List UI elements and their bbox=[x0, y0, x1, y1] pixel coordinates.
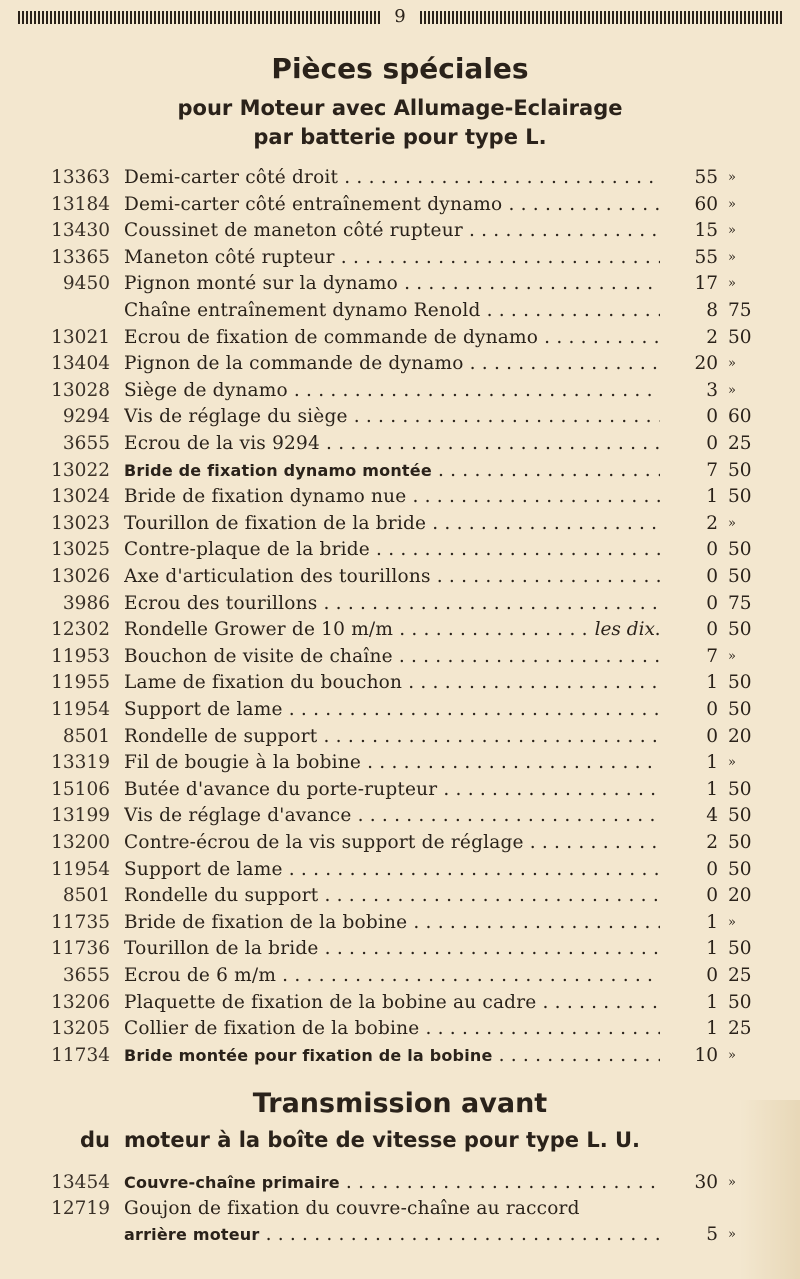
part-reference: 13184 bbox=[51, 193, 110, 215]
part-reference: 13021 bbox=[51, 326, 110, 348]
parts-row bbox=[0, 697, 800, 723]
part-description bbox=[124, 298, 660, 324]
part-reference: 13430 bbox=[51, 220, 110, 242]
parts-row bbox=[0, 298, 800, 324]
part-description-text: Pignon de la commande de dynamo bbox=[124, 353, 464, 375]
price-francs: 5 bbox=[706, 1224, 718, 1245]
price-centimes: » bbox=[728, 1227, 736, 1242]
price-centimes: » bbox=[728, 1175, 736, 1190]
price-francs: 0 bbox=[706, 965, 718, 986]
part-description bbox=[124, 404, 660, 430]
part-description bbox=[124, 697, 660, 723]
part-description bbox=[124, 325, 660, 351]
price-francs: 60 bbox=[694, 193, 718, 215]
part-description-text: Pignon monté sur la dynamo bbox=[124, 273, 398, 295]
part-description bbox=[124, 564, 660, 590]
price-francs: 0 bbox=[706, 885, 718, 907]
parts-row bbox=[0, 1043, 800, 1069]
price-francs: 0 bbox=[706, 725, 718, 747]
section-subtitle-text: moteur à la boîte de vitesse pour type L. U. bbox=[124, 1128, 641, 1152]
price-francs: 0 bbox=[706, 539, 718, 561]
part-reference: 13022 bbox=[51, 459, 110, 481]
part-reference: 13365 bbox=[51, 246, 110, 268]
price-francs: 0 bbox=[706, 406, 718, 428]
part-description-text: arrière moteur bbox=[124, 1225, 260, 1244]
part-reference: 11736 bbox=[51, 938, 110, 960]
part-description bbox=[124, 963, 660, 989]
part-reference: 13025 bbox=[51, 539, 110, 561]
part-reference: 13319 bbox=[51, 752, 110, 774]
part-reference: 15106 bbox=[51, 778, 110, 800]
part-description-text: Rondelle du support bbox=[124, 885, 319, 907]
price-francs: 7 bbox=[706, 459, 718, 481]
part-description-text: Maneton côté rupteur bbox=[124, 246, 335, 268]
part-description-text: Tourillon de fixation de la bride bbox=[124, 512, 427, 534]
price-francs: 20 bbox=[694, 353, 718, 375]
price-francs: 10 bbox=[694, 1044, 718, 1066]
part-reference: 13024 bbox=[51, 486, 110, 508]
parts-row bbox=[0, 564, 800, 590]
parts-row bbox=[0, 484, 800, 510]
parts-row bbox=[0, 1016, 800, 1042]
part-description bbox=[124, 218, 660, 244]
price-centimes: » bbox=[728, 170, 736, 185]
parts-row bbox=[0, 325, 800, 351]
part-description-text: Support de lame bbox=[124, 699, 283, 720]
price-francs: 1 bbox=[706, 672, 718, 694]
part-reference: 13199 bbox=[51, 805, 110, 827]
section-subtitle-du: du bbox=[80, 1128, 110, 1152]
part-description-text: Chaîne entraînement dynamo Renold bbox=[124, 300, 481, 321]
part-reference: 13026 bbox=[51, 566, 110, 587]
price-centimes: 20 bbox=[728, 725, 752, 747]
price-centimes: 50 bbox=[728, 672, 752, 694]
part-reference: 9450 bbox=[62, 273, 110, 295]
price-francs: 0 bbox=[706, 566, 718, 587]
price-centimes: 25 bbox=[728, 433, 752, 454]
part-reference: 13205 bbox=[51, 1018, 110, 1040]
parts-row bbox=[0, 537, 800, 563]
parts-row bbox=[0, 404, 800, 430]
part-description bbox=[124, 830, 660, 856]
part-description bbox=[124, 750, 660, 776]
parts-row bbox=[0, 990, 800, 1016]
quantity-note: les dix bbox=[591, 617, 655, 643]
part-reference: 3655 bbox=[62, 433, 110, 454]
price-centimes: » bbox=[728, 382, 736, 398]
part-reference: 13363 bbox=[51, 167, 110, 188]
part-description bbox=[124, 537, 660, 563]
price-centimes: 50 bbox=[728, 619, 752, 641]
price-centimes: 50 bbox=[728, 991, 752, 1013]
part-description bbox=[124, 271, 660, 297]
part-description bbox=[124, 803, 660, 829]
part-description bbox=[124, 245, 660, 271]
part-description bbox=[124, 1016, 660, 1042]
price-francs: 55 bbox=[694, 167, 718, 188]
price-centimes: 75 bbox=[728, 300, 752, 321]
parts-row bbox=[0, 750, 800, 776]
price-francs: 55 bbox=[694, 246, 718, 268]
part-description-text: Plaquette de fixation de la bobine au cadre bbox=[124, 991, 537, 1013]
parts-row bbox=[0, 458, 800, 484]
parts-row bbox=[0, 218, 800, 244]
part-description bbox=[124, 670, 660, 696]
subtitle-line-1: pour Moteur avec Allumage-Eclairage bbox=[177, 96, 623, 120]
part-description bbox=[124, 910, 660, 936]
part-description-text: Axe d'articulation des tourillons bbox=[124, 566, 431, 587]
price-centimes: » bbox=[728, 356, 736, 372]
part-reference: 11954 bbox=[51, 699, 110, 720]
parts-row bbox=[0, 857, 800, 883]
price-centimes: 25 bbox=[728, 965, 752, 986]
page-title: Pièces spéciales bbox=[271, 52, 529, 85]
section-title: Transmission avant bbox=[252, 1088, 548, 1119]
price-francs: 4 bbox=[706, 805, 718, 827]
parts-row bbox=[0, 192, 800, 218]
parts-row bbox=[0, 165, 800, 191]
part-description-text: Bride de fixation dynamo nue bbox=[124, 486, 407, 508]
price-centimes: 25 bbox=[728, 1018, 752, 1040]
part-description bbox=[124, 724, 660, 750]
part-description-text: Vis de réglage du siège bbox=[124, 406, 348, 428]
parts-row bbox=[0, 777, 800, 803]
part-description-text: Lame de fixation du bouchon bbox=[124, 672, 403, 694]
part-reference: 13454 bbox=[51, 1172, 110, 1193]
part-reference: 3986 bbox=[62, 592, 110, 614]
price-centimes: 50 bbox=[728, 486, 752, 508]
part-description-text: Couvre-chaîne primaire bbox=[124, 1173, 340, 1192]
part-description-text: Demi-carter côté entraînement dynamo bbox=[124, 193, 503, 215]
part-description-text: Butée d'avance du porte-rupteur bbox=[124, 778, 438, 800]
part-description-text: Fil de bougie à la bobine bbox=[124, 752, 362, 774]
price-centimes: 50 bbox=[728, 832, 752, 853]
part-description bbox=[124, 378, 660, 404]
part-description bbox=[124, 1222, 660, 1248]
price-francs: 1 bbox=[706, 911, 718, 933]
parts-row bbox=[0, 670, 800, 696]
part-reference: 11953 bbox=[51, 645, 110, 667]
price-centimes: » bbox=[728, 648, 736, 664]
price-centimes: 50 bbox=[728, 539, 752, 561]
part-reference: 13200 bbox=[51, 832, 110, 853]
part-description bbox=[124, 617, 660, 643]
part-description bbox=[124, 431, 660, 457]
parts-row bbox=[0, 617, 800, 643]
price-francs: 0 bbox=[706, 699, 718, 720]
price-centimes: » bbox=[728, 249, 736, 265]
part-description bbox=[124, 936, 660, 962]
part-description-text: Collier de fixation de la bobine bbox=[124, 1018, 420, 1040]
part-reference: 8501 bbox=[62, 885, 110, 907]
part-description bbox=[124, 1170, 660, 1196]
price-francs: 0 bbox=[706, 433, 718, 454]
parts-row bbox=[0, 883, 800, 909]
price-centimes: 50 bbox=[728, 938, 752, 960]
parts-row bbox=[0, 963, 800, 989]
price-francs: 2 bbox=[706, 832, 718, 853]
parts-row bbox=[0, 1170, 800, 1196]
part-reference: 8501 bbox=[62, 725, 110, 747]
part-description bbox=[124, 1043, 660, 1069]
part-description-text: Ecrou des tourillons bbox=[124, 592, 318, 614]
part-description-text: Ecrou de la vis 9294 bbox=[124, 433, 320, 454]
price-centimes: » bbox=[728, 1047, 736, 1063]
price-francs: 0 bbox=[706, 619, 718, 641]
price-centimes: » bbox=[728, 755, 736, 771]
part-reference: 13404 bbox=[51, 353, 110, 375]
part-description-text: Contre-écrou de la vis support de réglage bbox=[124, 832, 524, 853]
part-description-text: Rondelle Grower de 10 m/m bbox=[124, 619, 394, 641]
price-centimes: 50 bbox=[728, 459, 752, 481]
part-description bbox=[124, 484, 660, 510]
parts-row bbox=[0, 511, 800, 537]
part-description-text: Support de lame bbox=[124, 858, 283, 880]
parts-row bbox=[0, 1222, 800, 1248]
part-description bbox=[124, 351, 660, 377]
part-description bbox=[124, 458, 660, 484]
parts-row bbox=[0, 351, 800, 377]
price-francs: 3 bbox=[706, 379, 718, 401]
part-description-text: Bride de fixation de la bobine bbox=[124, 911, 408, 933]
parts-row bbox=[0, 1196, 800, 1222]
part-description-text: Bouchon de visite de chaîne bbox=[124, 645, 393, 667]
part-reference: 9294 bbox=[62, 406, 110, 428]
part-description-text: Bride de fixation dynamo montée bbox=[124, 460, 432, 480]
part-reference: 13206 bbox=[51, 991, 110, 1013]
part-description-text: Rondelle de support bbox=[124, 725, 318, 747]
price-centimes: 60 bbox=[728, 406, 752, 428]
part-reference: 11954 bbox=[51, 858, 110, 880]
part-description bbox=[124, 511, 660, 537]
price-centimes: 75 bbox=[728, 592, 752, 614]
price-francs: 2 bbox=[706, 326, 718, 348]
parts-row bbox=[0, 830, 800, 856]
part-reference: 11955 bbox=[51, 672, 110, 694]
price-centimes: 20 bbox=[728, 885, 752, 907]
header-hatch-right bbox=[420, 11, 782, 24]
part-description bbox=[124, 192, 660, 218]
part-description bbox=[124, 777, 660, 803]
parts-row bbox=[0, 936, 800, 962]
price-francs: 0 bbox=[706, 858, 718, 880]
paper-stain bbox=[740, 1100, 800, 1279]
part-description-text: Demi-carter côté droit bbox=[124, 167, 339, 188]
part-reference: 12302 bbox=[51, 619, 110, 641]
part-description-text: Contre-plaque de la bride bbox=[124, 539, 370, 561]
price-centimes: » bbox=[728, 515, 736, 531]
price-centimes: 50 bbox=[728, 805, 752, 827]
parts-row bbox=[0, 271, 800, 297]
part-description bbox=[124, 591, 660, 617]
part-description bbox=[124, 883, 660, 909]
price-centimes: » bbox=[728, 223, 736, 239]
part-description bbox=[124, 165, 660, 191]
price-francs: 30 bbox=[694, 1172, 718, 1193]
part-description bbox=[124, 1196, 660, 1222]
part-reference: 11734 bbox=[51, 1044, 110, 1066]
part-reference: 3655 bbox=[62, 965, 110, 986]
parts-row bbox=[0, 644, 800, 670]
part-description-text: Coussinet de maneton côté rupteur bbox=[124, 220, 463, 242]
price-francs: 1 bbox=[706, 778, 718, 800]
price-centimes: 50 bbox=[728, 566, 752, 587]
price-francs: 1 bbox=[706, 486, 718, 508]
price-francs: 17 bbox=[694, 273, 718, 295]
price-francs: 7 bbox=[706, 645, 718, 667]
parts-row bbox=[0, 724, 800, 750]
price-francs: 2 bbox=[706, 512, 718, 534]
price-centimes: 50 bbox=[728, 858, 752, 880]
price-francs: 15 bbox=[694, 220, 718, 242]
price-francs: 1 bbox=[706, 1018, 718, 1040]
part-reference: 13023 bbox=[51, 512, 110, 534]
part-reference: 13028 bbox=[51, 379, 110, 401]
part-description-text: Tourillon de la bride bbox=[124, 938, 319, 960]
page-number: 9 bbox=[394, 6, 406, 27]
part-description bbox=[124, 644, 660, 670]
part-description-text: Ecrou de fixation de commande de dynamo bbox=[124, 326, 539, 348]
price-centimes: » bbox=[728, 276, 736, 292]
page-header bbox=[18, 8, 782, 26]
price-centimes: » bbox=[728, 914, 736, 930]
parts-row bbox=[0, 803, 800, 829]
price-francs: 1 bbox=[706, 752, 718, 774]
parts-row bbox=[0, 910, 800, 936]
part-description-text: Siège de dynamo bbox=[124, 379, 288, 401]
parts-row bbox=[0, 431, 800, 457]
subtitle-line-2: par batterie pour type L. bbox=[253, 125, 547, 149]
price-francs: 1 bbox=[706, 938, 718, 960]
price-centimes: 50 bbox=[728, 326, 752, 348]
part-description-text: Vis de réglage d'avance bbox=[124, 805, 352, 827]
part-description-text: Bride montée pour fixation de la bobine bbox=[124, 1045, 493, 1065]
parts-row bbox=[0, 378, 800, 404]
part-reference: 12719 bbox=[51, 1198, 110, 1219]
price-francs: 8 bbox=[706, 300, 718, 321]
price-francs: 1 bbox=[706, 991, 718, 1013]
parts-row bbox=[0, 245, 800, 271]
price-centimes: » bbox=[728, 196, 736, 212]
parts-row bbox=[0, 591, 800, 617]
header-hatch-left bbox=[18, 11, 380, 24]
price-francs: 0 bbox=[706, 592, 718, 614]
price-centimes: 50 bbox=[728, 699, 752, 720]
part-description-text: Ecrou de 6 m/m bbox=[124, 965, 277, 986]
part-reference: 11735 bbox=[51, 911, 110, 933]
part-description bbox=[124, 990, 660, 1016]
part-description-text: Goujon de fixation du couvre-chaîne au raccord bbox=[124, 1198, 580, 1219]
part-description bbox=[124, 857, 660, 883]
price-centimes: 50 bbox=[728, 778, 752, 800]
